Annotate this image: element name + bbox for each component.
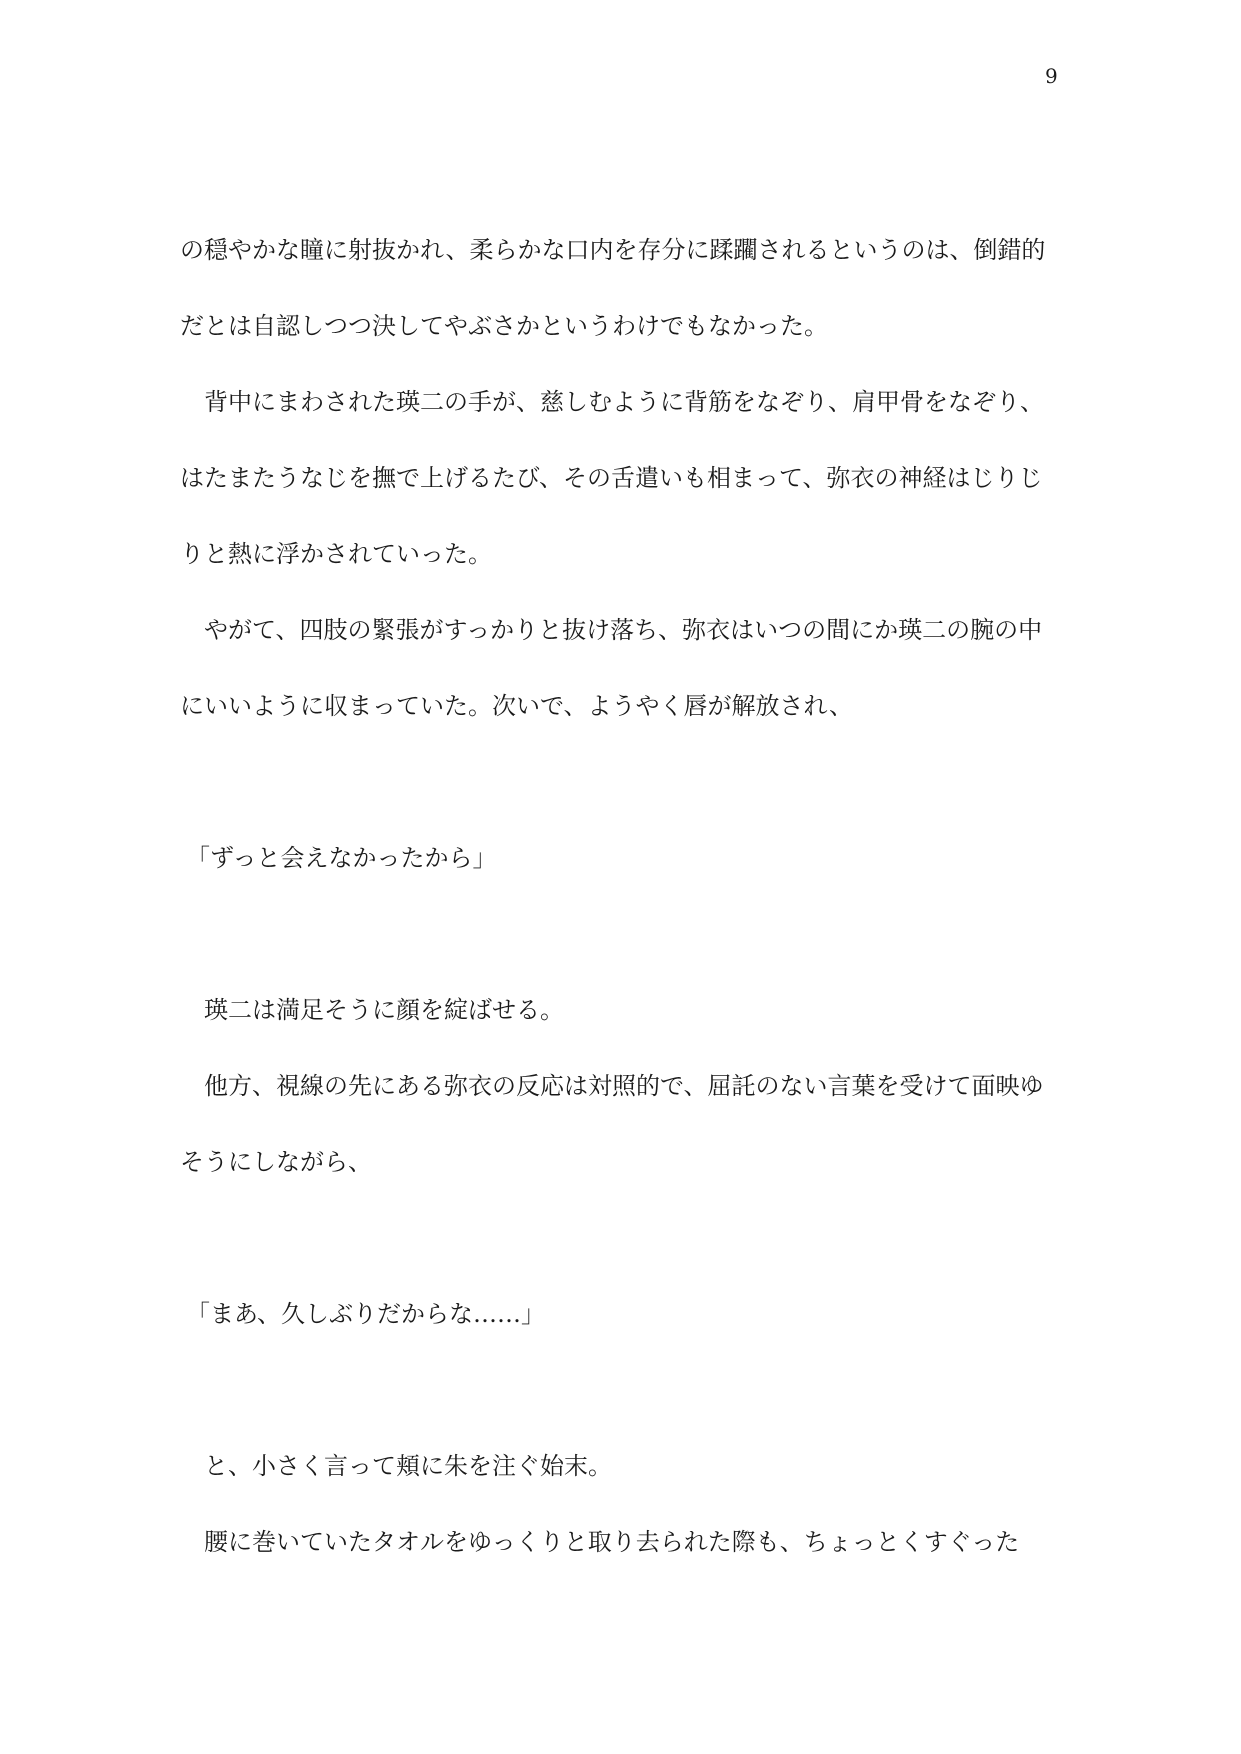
text-line: 腰に巻いていたタオルをゆっくりと取り去られた際も、ちょっとくすぐった: [204, 1528, 1020, 1556]
text-line: にいいように収まっていた。次いで、ようやく唇が解放され、: [180, 692, 853, 720]
dialogue-line: 「まあ、久しぶりだからな……」: [186, 1300, 546, 1328]
text-line: りと熱に浮かされていった。: [180, 540, 492, 568]
text-line: 背中にまわされた瑛二の手が、慈しむように背筋をなぞり、肩甲骨をなぞり、: [204, 388, 1044, 416]
text-line: の穏やかな瞳に射抜かれ、柔らかな口内を存分に蹂躙されるというのは、倒錯的: [180, 236, 1046, 264]
text-line: やがて、四肢の緊張がすっかりと抜け落ち、弥衣はいつの間にか瑛二の腕の中: [204, 616, 1043, 644]
text-line: はたまたうなじを撫で上げるたび、その舌遣いも相まって、弥衣の神経はじりじ: [180, 464, 1043, 492]
text-line: と、小さく言って頬に朱を注ぐ始末。: [204, 1452, 612, 1480]
page-number: 9: [1045, 64, 1058, 88]
dialogue-line: 「ずっと会えなかったから」: [186, 844, 497, 872]
text-line: 瑛二は満足そうに顔を綻ばせる。: [204, 996, 564, 1024]
text-line: 他方、視線の先にある弥衣の反応は対照的で、屈託のない言葉を受けて面映ゆ: [204, 1072, 1044, 1100]
text-line: そうにしながら、: [180, 1148, 372, 1176]
text-line: だとは自認しつつ決してやぶさかというわけでもなかった。: [180, 312, 828, 340]
